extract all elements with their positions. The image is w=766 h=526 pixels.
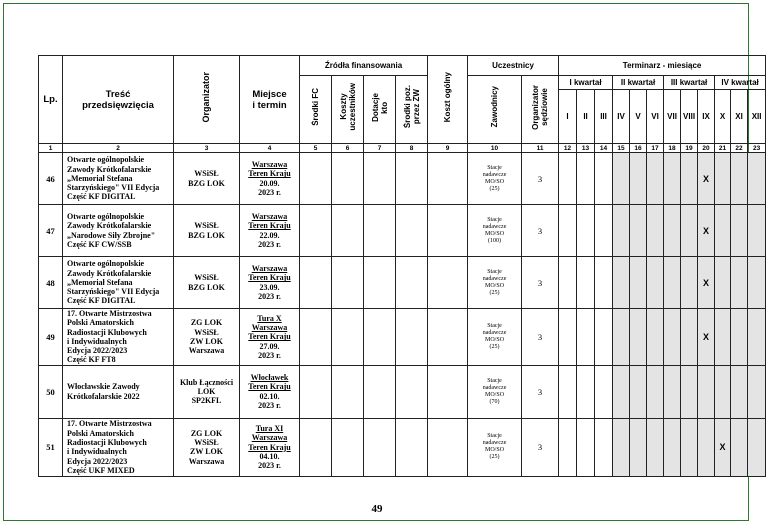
month-cell <box>559 153 577 205</box>
event-organizer: WSiSŁ BZG LOK <box>174 153 240 205</box>
empty-cell <box>364 205 396 257</box>
month-cell <box>664 153 681 205</box>
event-participants: Stacje nadawcze MO/SO (25) <box>468 309 522 366</box>
event-judges: 3 <box>522 309 559 366</box>
empty-cell <box>428 418 468 476</box>
month-cell <box>748 309 766 366</box>
event-judges: 3 <box>522 153 559 205</box>
month-cell <box>715 365 731 418</box>
month-cell <box>613 418 630 476</box>
column-number: 12 <box>559 144 577 153</box>
month-cell <box>748 153 766 205</box>
header-month-12: XII <box>748 90 766 144</box>
empty-cell <box>428 365 468 418</box>
header-kwartal-4: IV kwartał <box>715 76 766 90</box>
month-cell <box>731 309 748 366</box>
header-uczestnicy: Uczestnicy <box>468 56 559 76</box>
row-lp: 47 <box>39 205 63 257</box>
empty-cell <box>364 309 396 366</box>
empty-cell <box>300 153 332 205</box>
month-cell <box>698 418 715 476</box>
empty-cell <box>332 257 364 309</box>
header-srodki-poz: Środki poz. przez ZW <box>396 76 428 144</box>
column-number: 8 <box>396 144 428 153</box>
event-place: Warszawa Teren Kraju <box>248 159 291 179</box>
column-number: 6 <box>332 144 364 153</box>
column-number: 10 <box>468 144 522 153</box>
month-cell <box>630 418 647 476</box>
column-number: 15 <box>613 144 630 153</box>
page-number: 49 <box>371 503 383 515</box>
month-cell <box>577 205 595 257</box>
column-number: 22 <box>731 144 748 153</box>
event-date: 23.09. 2023 r. <box>258 282 281 301</box>
empty-cell <box>364 365 396 418</box>
month-cell <box>664 365 681 418</box>
month-cell <box>664 205 681 257</box>
month-cell: X <box>698 205 715 257</box>
table-row <box>39 153 766 205</box>
event-place-date <box>240 309 300 366</box>
event-participants: Stacje nadawcze MO/SO (100) <box>468 205 522 257</box>
month-cell <box>681 418 698 476</box>
empty-cell <box>364 153 396 205</box>
event-place-date <box>240 365 300 418</box>
event-place: Tura XI Warszawa Teren Kraju <box>248 424 291 452</box>
month-cell <box>681 153 698 205</box>
empty-cell <box>300 205 332 257</box>
header-month-7: VII <box>664 90 681 144</box>
empty-cell <box>364 418 396 476</box>
month-cell <box>559 205 577 257</box>
month-cell <box>748 365 766 418</box>
month-cell <box>664 257 681 309</box>
event-place-date <box>240 205 300 257</box>
table-row <box>39 257 766 309</box>
column-number: 18 <box>664 144 681 153</box>
table-row <box>39 205 766 257</box>
month-cell <box>595 257 613 309</box>
column-number: 3 <box>174 144 240 153</box>
row-lp: 48 <box>39 257 63 309</box>
month-cell <box>559 257 577 309</box>
row-lp: 50 <box>39 365 63 418</box>
header-lp: Lp. <box>39 56 63 144</box>
month-cell <box>559 418 577 476</box>
event-date: 22.09. 2023 r. <box>258 230 281 249</box>
column-number: 1 <box>39 144 63 153</box>
header-terminarz: Terminarz - miesiące <box>559 56 766 76</box>
header-month-10: X <box>715 90 731 144</box>
event-organizer: ZG LOK WSiSŁ ZW LOK Warszawa <box>174 309 240 366</box>
month-cell <box>715 205 731 257</box>
header-month-8: VIII <box>681 90 698 144</box>
empty-cell <box>396 153 428 205</box>
empty-cell <box>396 257 428 309</box>
header-month-11: XI <box>731 90 748 144</box>
header-srodki-fc: Środki FC <box>300 76 332 144</box>
month-cell: X <box>715 418 731 476</box>
empty-cell <box>428 205 468 257</box>
event-judges: 3 <box>522 418 559 476</box>
column-number: 7 <box>364 144 396 153</box>
empty-cell <box>332 205 364 257</box>
schedule-table <box>38 55 766 477</box>
table-row <box>39 418 766 476</box>
month-cell <box>577 309 595 366</box>
column-number: 21 <box>715 144 731 153</box>
event-organizer: WSiSŁ BZG LOK <box>174 205 240 257</box>
header-month-9: IX <box>698 90 715 144</box>
column-number: 19 <box>681 144 698 153</box>
month-cell <box>630 205 647 257</box>
month-cell <box>577 365 595 418</box>
event-place-date <box>240 153 300 205</box>
event-judges: 3 <box>522 205 559 257</box>
event-date: 04.10. 2023 r. <box>258 451 281 471</box>
empty-cell <box>396 309 428 366</box>
month-cell <box>647 309 664 366</box>
empty-cell <box>396 418 428 476</box>
month-cell <box>681 309 698 366</box>
month-cell <box>748 257 766 309</box>
month-cell <box>595 205 613 257</box>
event-organizer: WSiSŁ BZG LOK <box>174 257 240 309</box>
column-number: 23 <box>748 144 766 153</box>
month-cell <box>595 309 613 366</box>
header-tresc: Treść przedsięwzięcia <box>63 56 174 144</box>
table-row <box>39 365 766 418</box>
event-name: 17. Otwarte Mistrzostwa Polski Amatorskich Radiostacji Klubowych i Indywidualnych Edycja 2022/2023 Część KF FT8 <box>63 309 174 366</box>
event-participants: Stacje nadawcze MO/SO (25) <box>468 153 522 205</box>
month-cell <box>595 365 613 418</box>
empty-cell <box>300 309 332 366</box>
month-cell: X <box>698 153 715 205</box>
header-month-2: II <box>577 90 595 144</box>
event-participants: Stacje nadawcze MO/SO (25) <box>468 257 522 309</box>
event-place-date <box>240 257 300 309</box>
header-dotacje: Dotacje kto <box>364 76 396 144</box>
header-koszty-uczestnikow: Koszty uczestników <box>332 76 364 144</box>
empty-cell <box>300 257 332 309</box>
month-cell <box>647 153 664 205</box>
month-cell <box>613 257 630 309</box>
column-number: 20 <box>698 144 715 153</box>
event-date: 02.10. 2023 r. <box>258 391 281 411</box>
month-cell <box>681 205 698 257</box>
empty-cell <box>300 418 332 476</box>
event-place: Warszawa Teren Kraju <box>248 263 291 283</box>
header-zawodnicy: Zawodnicy <box>468 76 522 144</box>
month-cell <box>681 365 698 418</box>
month-cell <box>715 309 731 366</box>
empty-cell <box>332 365 364 418</box>
column-number: 16 <box>630 144 647 153</box>
month-cell: X <box>698 309 715 366</box>
month-cell <box>731 257 748 309</box>
month-cell <box>748 418 766 476</box>
month-cell <box>664 418 681 476</box>
month-cell <box>681 257 698 309</box>
header-kwartal-2: II kwartał <box>613 76 664 90</box>
month-cell <box>647 257 664 309</box>
event-name: 17. Otwarte Mistrzostwa Polski Amatorskich Radiostacji Klubowych i Indywidualnych Edycja 2022/2023 Część UKF MIXED <box>63 418 174 476</box>
header-zrodla: Źródła finansowania <box>300 56 428 76</box>
empty-cell <box>332 153 364 205</box>
month-cell <box>715 257 731 309</box>
column-number: 13 <box>577 144 595 153</box>
month-cell <box>559 309 577 366</box>
column-number: 4 <box>240 144 300 153</box>
month-cell <box>647 365 664 418</box>
event-place: Warszawa Teren Kraju <box>248 211 291 231</box>
month-cell <box>613 309 630 366</box>
month-cell <box>630 365 647 418</box>
empty-cell <box>396 205 428 257</box>
header-kwartal-3: III kwartał <box>664 76 715 90</box>
row-lp: 51 <box>39 418 63 476</box>
event-name: Otwarte ogólnopolskie Zawody Krótkofalarskie „Memoriał Stefana Starzyńskiego" VII Edycja Część KF DIGITAL <box>63 153 174 205</box>
month-cell <box>577 418 595 476</box>
header-kwartal-1: I kwartał <box>559 76 613 90</box>
row-lp: 46 <box>39 153 63 205</box>
header-organizator: Organizator <box>174 56 240 144</box>
column-number: 17 <box>647 144 664 153</box>
event-place-date <box>240 418 300 476</box>
event-participants: Stacje nadawcze MO/SO (70) <box>468 365 522 418</box>
month-cell <box>647 205 664 257</box>
event-organizer: Klub Łączności LOK SP2KFL <box>174 365 240 418</box>
event-participants: Stacje nadawcze MO/SO (25) <box>468 418 522 476</box>
month-cell <box>748 205 766 257</box>
month-cell <box>698 365 715 418</box>
event-judges: 3 <box>522 257 559 309</box>
header-month-1: I <box>559 90 577 144</box>
month-cell <box>647 418 664 476</box>
column-number: 2 <box>63 144 174 153</box>
month-cell <box>559 365 577 418</box>
month-cell <box>731 365 748 418</box>
empty-cell <box>428 153 468 205</box>
month-cell: X <box>698 257 715 309</box>
month-cell <box>630 309 647 366</box>
table-row <box>39 309 766 366</box>
header-month-3: III <box>595 90 613 144</box>
event-name: Otwarte ogólnopolskie Zawody Krótkofalarskie „Memoriał Stefana Starzyńskiego" VII Edycja Część KF DIGITAL <box>63 257 174 309</box>
empty-cell <box>364 257 396 309</box>
event-place: Włocławek Teren Kraju <box>248 373 291 392</box>
event-name: Otwarte ogólnopolskie Zawody Krótkofalarskie „Narodowe Siły Zbrojne" Część KF CW/SSB <box>63 205 174 257</box>
header-month-4: IV <box>613 90 630 144</box>
month-cell <box>630 153 647 205</box>
event-name: Włocławskie Zawody Krótkofalarskie 2022 <box>63 365 174 418</box>
empty-cell <box>332 418 364 476</box>
event-date: 27.09. 2023 r. <box>258 341 281 360</box>
event-place: Tura X Warszawa Teren Kraju <box>248 313 291 342</box>
column-number: 11 <box>522 144 559 153</box>
row-lp: 49 <box>39 309 63 366</box>
month-cell <box>731 418 748 476</box>
empty-cell <box>300 365 332 418</box>
month-cell <box>715 153 731 205</box>
column-number: 5 <box>300 144 332 153</box>
month-cell <box>595 153 613 205</box>
month-cell <box>630 257 647 309</box>
month-cell <box>664 309 681 366</box>
header-miejsce: Miejsce i termin <box>240 56 300 144</box>
month-cell <box>731 153 748 205</box>
month-cell <box>613 205 630 257</box>
empty-cell <box>428 309 468 366</box>
event-judges: 3 <box>522 365 559 418</box>
month-cell <box>577 257 595 309</box>
column-number: 9 <box>428 144 468 153</box>
header-month-6: VI <box>647 90 664 144</box>
event-date: 20.09. 2023 r. <box>258 178 281 197</box>
empty-cell <box>332 309 364 366</box>
header-month-5: V <box>630 90 647 144</box>
month-cell <box>577 153 595 205</box>
header-organizator-sedziowie: Organizator sędziowie <box>522 76 559 144</box>
empty-cell <box>396 365 428 418</box>
header-koszt-ogolny: Koszt ogólny <box>428 56 468 144</box>
empty-cell <box>428 257 468 309</box>
month-cell <box>595 418 613 476</box>
event-organizer: ZG LOK WSiSŁ ZW LOK Warszawa <box>174 418 240 476</box>
month-cell <box>613 153 630 205</box>
month-cell <box>613 365 630 418</box>
month-cell <box>731 205 748 257</box>
column-number: 14 <box>595 144 613 153</box>
